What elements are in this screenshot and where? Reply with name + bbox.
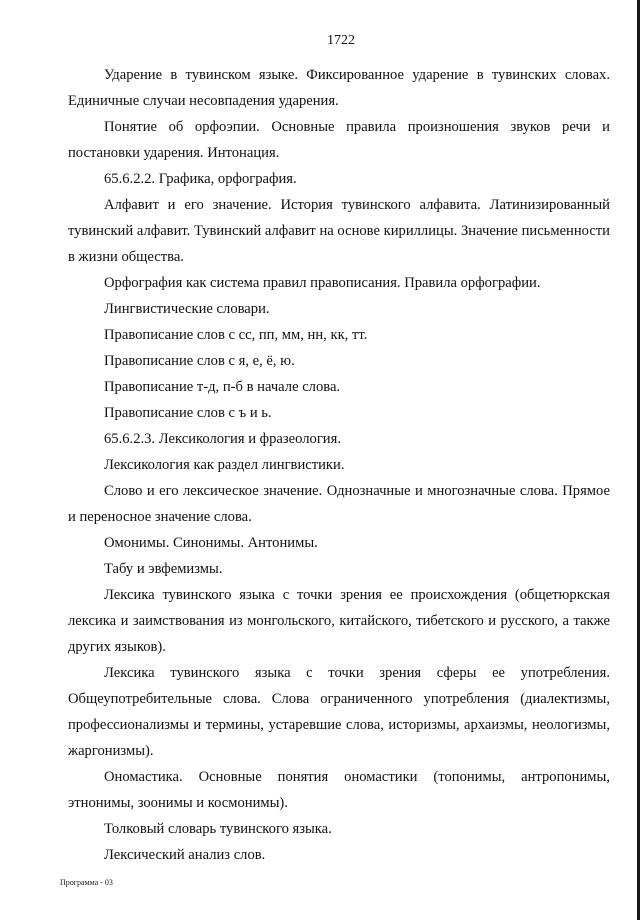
section-heading: 65.6.2.3. Лексикология и фразеология. xyxy=(104,431,341,447)
paragraph: Лексика тувинского языка с точки зрения сферы ее употребления. Общеупотребительные слова. Слова ограниченного употребления (диалектизмы, профессионализмы и термины, устаревшие слова, историзмы, архаизмы, неологизмы, жаргонизмы). xyxy=(68,665,610,759)
paragraph: Ономастика. Основные понятия ономастики (топонимы, антропонимы, этнонимы, зоонимы и космонимы). xyxy=(68,769,610,811)
paragraph: Правописание слов с сс, пп, мм, нн, кк, тт. xyxy=(104,327,368,343)
paragraph: Правописание слов с я, е, ё, ю. xyxy=(104,353,295,369)
paragraph: Толковый словарь тувинского языка. xyxy=(104,821,332,837)
paragraph: Слово и его лексическое значение. Однозначные и многозначные слова. Прямое и переносное значение слова. xyxy=(68,483,610,525)
paragraph: Орфография как система правил правописания. Правила орфографии. xyxy=(104,275,541,291)
page-number: 1722 xyxy=(327,33,355,48)
paragraph: Лексикология как раздел лингвистики. xyxy=(104,457,345,473)
paragraph: Ударение в тувинском языке. Фиксированное ударение в тувинских словах. Единичные случаи несовпадения ударения. xyxy=(68,67,610,109)
document-body xyxy=(68,62,610,868)
paragraph: Понятие об орфоэпии. Основные правила произношения звуков речи и постановки ударения. Интонация. xyxy=(68,119,610,161)
paragraph: Алфавит и его значение. История тувинского алфавита. Латинизированный тувинский алфавит. Тувинский алфавит на основе кириллицы. Значение письменности в жизни общества. xyxy=(68,197,610,265)
section-heading: 65.6.2.2. Графика, орфография. xyxy=(104,171,297,187)
footer-label: Программа - 03 xyxy=(60,878,113,887)
paragraph: Правописание слов с ъ и ь. xyxy=(104,405,272,421)
paragraph: Правописание т-д, п-б в начале слова. xyxy=(104,379,341,395)
paragraph: Лексический анализ слов. xyxy=(104,847,266,863)
paragraph: Омонимы. Синонимы. Антонимы. xyxy=(104,535,318,551)
paragraph: Лингвистические словари. xyxy=(104,301,270,317)
paragraph: Лексика тувинского языка с точки зрения ее происхождения (общетюркская лексика и заимствования из монгольского, китайского, тибетского и русского, а также других языков). xyxy=(68,587,610,655)
paragraph: Табу и эвфемизмы. xyxy=(104,561,223,577)
